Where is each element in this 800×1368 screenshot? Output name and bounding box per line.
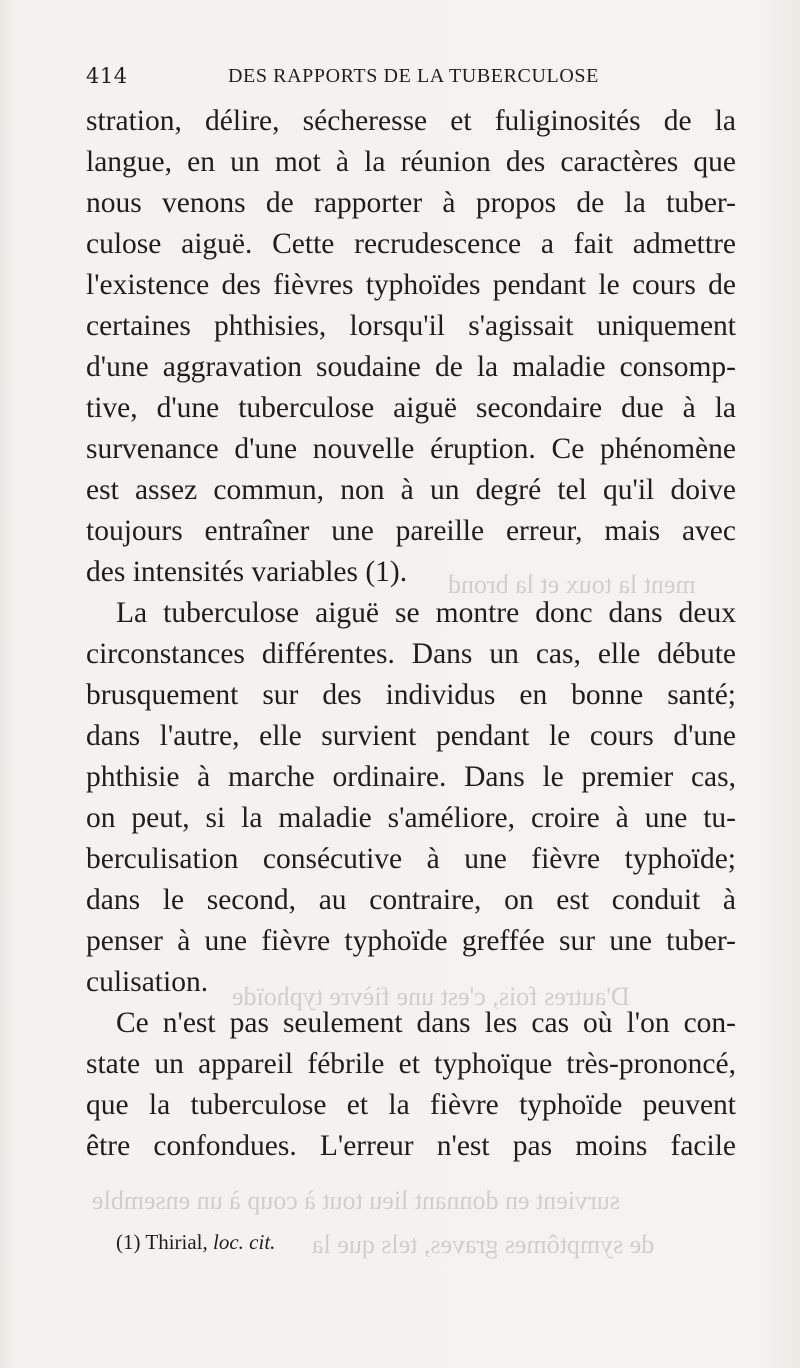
- page-header: [86, 62, 746, 90]
- text-line: l'existence des fièvres typhoïdes pendant le cours de: [86, 269, 736, 301]
- text-line: on peut, si la maladie s'améliore, croire à une tu-: [86, 802, 736, 834]
- text-line: culisation.: [86, 966, 209, 998]
- text-line: Ce n'est pas seulement dans les cas où l'on con-: [116, 1007, 736, 1039]
- text-line: être confondues. L'erreur n'est pas moins facile: [86, 1130, 736, 1162]
- text-line: d'une aggravation soudaine de la maladie consomp-: [86, 351, 736, 383]
- footnote-author: Thirial,: [145, 1230, 208, 1254]
- body-text: [86, 101, 736, 1167]
- text-line: brusquement sur des individus en bonne santé;: [86, 679, 736, 711]
- text-line: des intensités variables (1).: [86, 556, 408, 588]
- text-line: state un appareil fébrile et typhoïque très-prononcé,: [86, 1048, 736, 1080]
- text-line: dans l'autre, elle survient pendant le cours d'une: [86, 720, 736, 752]
- footnote: [116, 1228, 275, 1256]
- text-line: tive, d'une tuberculose aiguë secondaire due à la: [86, 392, 736, 424]
- show-through-text: ment la toux et la brond: [448, 570, 696, 599]
- text-line: La tuberculose aiguë se montre donc dans deux: [116, 597, 736, 629]
- show-through-text: D'autres fois, c'est une fièvre typhoïde: [232, 982, 630, 1011]
- text-line: langue, en un mot à la réunion des caractères que: [86, 146, 736, 178]
- text-line: que la tuberculose et la fièvre typhoïde peuvent: [86, 1089, 736, 1121]
- page-number: 414: [86, 64, 128, 88]
- show-through-text: survient en donnant lieu tout à coup à un ensemble: [92, 1186, 620, 1215]
- text-line: penser à une fièvre typhoïde greffée sur une tuber-: [86, 925, 736, 957]
- text-line: stration, délire, sécheresse et fuliginosités de la: [86, 105, 736, 137]
- show-through-text: de symptômes graves, tels que la: [312, 1230, 655, 1259]
- text-line: phthisie à marche ordinaire. Dans le premier cas,: [86, 761, 736, 793]
- paragraph-1: [86, 101, 736, 593]
- running-head: DES RAPPORTS DE LA TUBERCULOSE: [228, 65, 599, 87]
- text-line: berculisation consécutive à une fièvre typhoïde;: [86, 843, 736, 875]
- text-line: certaines phthisies, lorsqu'il s'agissait uniquement: [86, 310, 736, 342]
- text-line: dans le second, au contraire, on est conduit à: [86, 884, 736, 916]
- text-line: survenance d'une nouvelle éruption. Ce phénomène: [86, 433, 736, 465]
- text-line: est assez commun, non à un degré tel qu'il doive: [86, 474, 736, 506]
- footnote-marker: (1): [116, 1230, 141, 1254]
- text-line: culose aiguë. Cette recrudescence a fait admettre: [86, 228, 736, 260]
- paragraph-3: [86, 1003, 736, 1167]
- text-line: circonstances différentes. Dans un cas, elle débute: [86, 638, 736, 670]
- paragraph-2: [86, 593, 736, 1003]
- text-line: nous venons de rapporter à propos de la tuber-: [86, 187, 736, 219]
- text-line: toujours entraîner une pareille erreur, mais avec: [86, 515, 736, 547]
- footnote-reference: loc. cit.: [213, 1230, 276, 1254]
